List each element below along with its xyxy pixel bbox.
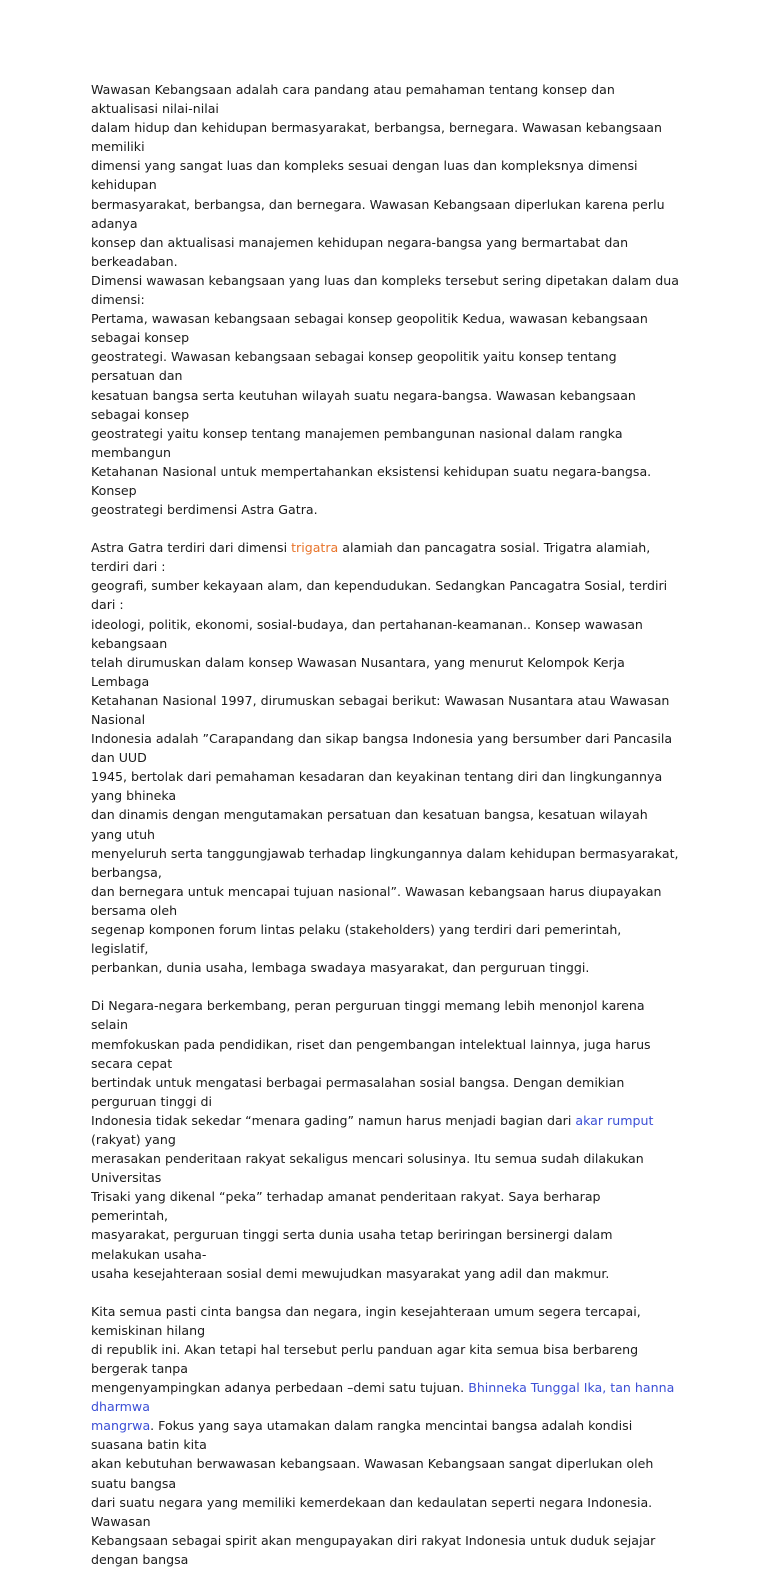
paragraph-1	[91, 80, 681, 519]
paragraph-2-text-before: Astra Gatra terdiri dari dimensi	[91, 540, 292, 556]
akar-rumput-link[interactable]: akar rumput	[575, 1112, 654, 1128]
trigatra-link[interactable]: trigatra	[291, 540, 339, 556]
paragraph-4-text-after: . Fokus yang saya utamakan dalam rangka mencintai bangsa adalah kondisi suasana batin kita akan kebutuhan berwawasan kebangsaan. Wawasan Kebangsaan sangat diperlukan oleh suatu bangsa dari suatu negara yang memiliki kemerdekaan dan kedaulatan seperti negara Indonesia. Wawasan Kebangsaan sebagai spirit akan mengupayakan diri rakyat Indonesia untuk duduk sejajar dengan bangsa	[91, 1418, 656, 1567]
paragraph-2	[91, 538, 681, 977]
paragraph-3-text-before: Di Negara-negara berkembang, peran perguruan tinggi memang lebih menonjol karena selain memfokuskan pada pendidikan, riset dan pengembangan intelektual lainnya, juga harus secara cepat bertindak untuk mengatasi berbagai permasalahan sosial bangsa. Dengan demikian perguruan tinggi di Indonesia tidak sekedar “menara gading” namun harus menjadi bagian dari	[91, 998, 651, 1128]
bhinneka-tunggal-ika-link[interactable]: Bhinneka Tunggal Ika, tan hanna dharmwa mangrwa	[91, 1380, 675, 1434]
paragraph-2-text-after: alamiah dan pancagatra sosial. Trigatra alamiah, terdiri dari : geografi, sumber kekayaan alam, dan kependudukan. Sedangkan Pancagatra Sosial, terdiri dari : ideologi, politik, ekonomi, sosial-budaya, dan pertahanan-keamanan.. Konsep wawasan kebangsaan telah dirumuskan dalam konsep Wawasan Nusantara, yang menurut Kelompok Kerja Lembaga Ketahanan Nasional 1997, dirumuskan sebagai berikut: Wawasan Nusantara atau Wawasan Nasional Indonesia adalah ”Carapandang dan sikap bangsa Indonesia yang bersumber dari Pancasila dan UUD 1945, bertolak dari pemahaman kesadaran dan keyakinan tentang diri dan lingkungannya yang bhineka dan dinamis dengan mengutamakan persatuan dan kesatuan bangsa, kesatuan wilayah yang utuh menyeluruh serta tanggungjawab terhadap lingkungannya dalam kehidupan bermasyarakat, berbangsa, dan bernegara untuk mencapai tujuan nasional”. Wawasan kebangsaan harus diupayakan bersama oleh segenap komponen forum lintas pelaku (stakeholders) yang terdiri dari pemerintah, legislatif, perbankan, dunia usaha, lembaga swadaya masyarakat, dan perguruan tinggi.	[91, 540, 679, 976]
paragraph-4	[91, 1302, 681, 1569]
document-page	[91, 80, 681, 1588]
paragraph-1-text: Wawasan Kebangsaan adalah cara pandang atau pemahaman tentang konsep dan aktualisasi nilai-nilai dalam hidup dan kehidupan bermasyarakat, berbangsa, bernegara. Wawasan kebangsaan memiliki dimensi yang sangat luas dan kompleks sesuai dengan luas dan kompleksnya dimensi kehidupan bermasyarakat, berbangsa, dan bernegara. Wawasan Kebangsaan diperlukan karena perlu adanya konsep dan aktualisasi manajemen kehidupan negara-bangsa yang bermartabat dan berkeadaban. Dimensi wawasan kebangsaan yang luas dan kompleks tersebut sering dipetakan dalam dua dimensi: Pertama, wawasan kebangsaan sebagai konsep geopolitik Kedua, wawasan kebangsaan sebagai konsep geostrategi. Wawasan kebangsaan sebagai konsep geopolitik yaitu konsep tentang persatuan dan kesatuan bangsa serta keutuhan wilayah suatu negara-bangsa. Wawasan kebangsaan sebagai konsep geostrategi yaitu konsep tentang manajemen pembangunan nasional dalam rangka membangun Ketahanan Nasional untuk mempertahankan eksistensi kehidupan suatu negara-bangsa. Konsep geostrategi berdimensi Astra Gatra.	[91, 82, 679, 518]
paragraph-3	[91, 996, 681, 1282]
paragraph-3-text-after: (rakyat) yang merasakan penderitaan rakyat sekaligus mencari solusinya. Itu semua sudah dilakukan Universitas Trisaki yang dikenal “peka” terhadap amanat penderitaan rakyat. Saya berharap pemerintah, masyarakat, perguruan tinggi serta dunia usaha tetap beriringan bersinergi dalam melakukan usaha- usaha kesejahteraan sosial demi mewujudkan masyarakat yang adil dan makmur.	[91, 1131, 644, 1281]
paragraph-4-text-before: Kita semua pasti cinta bangsa dan negara, ingin kesejahteraan umum segera tercapai, kemiskinan hilang di republik ini. Akan tetapi hal tersebut perlu panduan agar kita semua bisa berbareng bergerak tanpa mengenyampingkan adanya perbedaan –demi satu tujuan.	[91, 1303, 641, 1396]
